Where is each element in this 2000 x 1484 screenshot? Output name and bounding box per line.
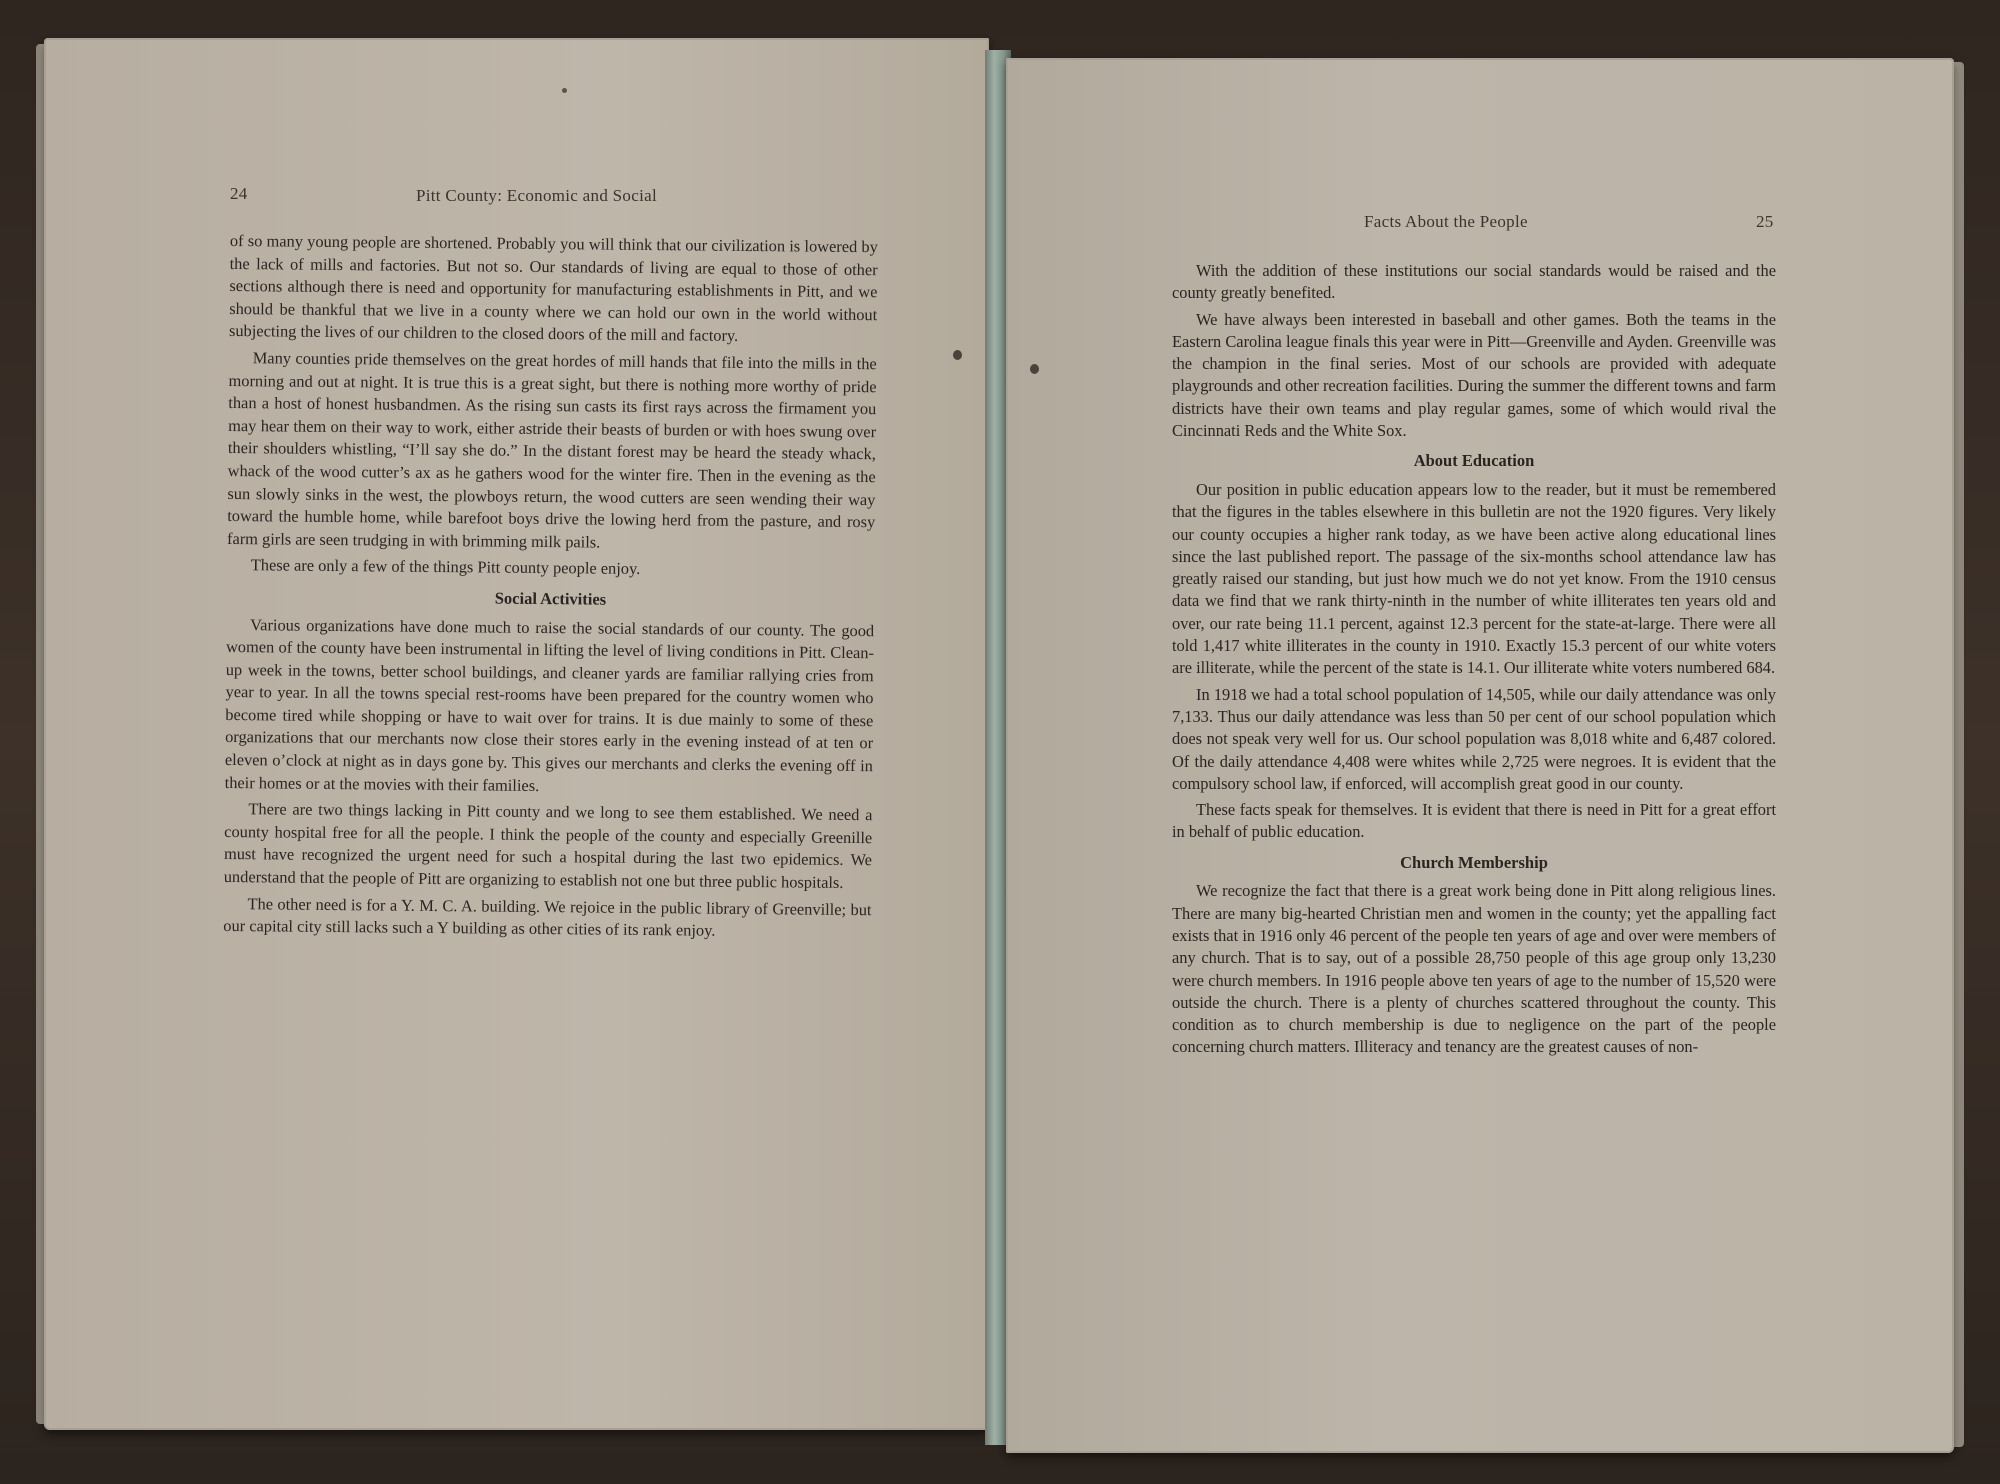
paragraph: We have always been interested in baseball and other games. Both the teams in the Eastern Carolina league finals this year were in Pitt—Greenville and Ayden. Greenville was the champion in the final series. Most of our schools are provided with adequate playgrounds and other recreation facilities. During the summer the different towns and farm districts have their own teams and play regular games, some of which would rival the Cincinnati Reds and the White Sox.	[1172, 309, 1776, 441]
left-running-head: Pitt County: Economic and Social	[416, 186, 657, 205]
paragraph: of so many young people are shortened. Probably you will think that our civilization is lowered by the lack of mills and factories. But not so. Our standards of living are equal to those of other sections although there is need and opportunity for manufacturing establishments in Pitt, and we should be thankful that we live in a county where we can hold our own in the world without subjecting the lives of our children to the closed doors of the mill and factory.	[228, 230, 878, 346]
paper-speck	[562, 88, 567, 93]
paragraph: These facts speak for themselves. It is evident that there is need in Pitt for a great effort in behalf of public education.	[1172, 800, 1776, 842]
paragraph: Many counties pride themselves on the great hordes of mill hands that file into the mills in the morning and out at night. It is true this is a great sight, but there is nothing more worthy of pride than a host of honest husbandmen. As the rising sun casts its first rays across the firmament you may hear them on their way to work, either astride their beasts of burden or with hoes swung over their shoulders whistling, “I’ll say she do.” In the distant forest may be heard the steady whack, whack of the wood cutter’s ax as he gathers wood for the winter fire. Then in the evening as the sun slowly sinks in the west, the plowboys return, the wood cutters are seen wending their way toward the humble home, while barefoot boys drive the lowing herd from the pasture, and rosy farm girls are seen trudging in with brimming milk pails.	[226, 348, 877, 552]
left-page-number: 24	[230, 184, 248, 203]
right-page	[1006, 58, 1954, 1453]
right-page-body	[1172, 260, 1776, 1059]
binding-hole	[953, 350, 962, 360]
paragraph: There are two things lacking in Pitt county and we long to see them established. We need a county hospital free for all the people. I think the people of the county and especially Greenille must have recognized the urgent need for such a hospital during the last two epidemics. We understand that the people of Pitt are organizing to establish not one but three public hospitals.	[223, 799, 873, 892]
section-heading-about-education: About Education	[1413, 451, 1535, 471]
left-page-body	[223, 230, 878, 944]
paragraph: The other need is for a Y. M. C. A. building. We rejoice in the public library of Greenville; but our capital city still lacks such a Y building as other cities of its rank enjoy.	[223, 893, 872, 940]
right-running-head: Facts About the People	[1364, 212, 1528, 231]
paragraph: Various organizations have done much to raise the social standards of our county. The good women of the county have been instrumental in lifting the level of living conditions in Pitt. Clean-up week in the towns, better school buildings, and cleaner yards are familiar rallying cries from year to year. In all the towns special rest-rooms have been prepared for the country women who become tired while shopping or have to wait over for trains. It is due mainly to some of these organizations that our merchants now close their stores early in the evening instead of at ten or eleven o’clock at night as in days gone by. This gives our merchants and clerks the evening off in their homes or at the movies with their families.	[224, 614, 875, 795]
paragraph: We recognize the fact that there is a great work being done in Pitt along religious lines. There are many big-hearted Christian men and women in the county; yet the appalling fact exists that in 1916 only 46 percent of the people ten years of age and over were members of any church. That is to say, out of a possible 28,750 people of this age group only 13,230 were church members. In 1916 people above ten years of age to the number of 15,520 were outside the church. There is a plenty of churches scattered throughout the county. This condition as to church membership is due to negligence on the part of the people concerning church matters. Illiteracy and tenancy are the greatest causes of non-	[1172, 881, 1776, 1057]
binding-hole	[1030, 364, 1039, 374]
paragraph: With the addition of these institutions our social standards would be raised and the county greatly benefited.	[1172, 261, 1776, 303]
section-heading-church-membership: Church Membership	[1400, 852, 1548, 872]
left-page	[44, 38, 989, 1430]
section-heading-social-activities: Social Activities	[494, 588, 607, 609]
paragraph: These are only a few of the things Pitt county people enjoy.	[250, 555, 641, 579]
paragraph: In 1918 we had a total school population of 14,505, while our daily attendance was only 7,133. Thus our daily attendance was less than 50 per cent of our school population which does not speak very well for us. Our school population was 8,018 white and 6,487 colored. Of the daily attendance 4,408 were whites while 2,725 were negroes. It is evident that the compulsory school law, if enforced, will accomplish great good in our county.	[1172, 684, 1776, 793]
right-page-number: 25	[1756, 212, 1774, 231]
paragraph: Our position in public education appears low to the reader, but it must be remembered that the figures in the tables elsewhere in this bulletin are not the 1920 figures. Very likely our county occupies a higher rank today, as we have been active along educational lines since the last published report. The passage of the six-months school attendance law has greatly raised our standing, but just how much we do not yet know. From the 1910 census data we find that we rank thirty-ninth in the number of white illiterates ten years old and over, our rate being 11.1 percent, against 12.3 percent for the state-at-large. There were all told 1,417 white illiterates in the county in 1910. Exactly 15.3 percent of our white voters are illiterate, while the percent of the state is 14.1. Our illiterate white voters numbered 684.	[1172, 479, 1776, 678]
